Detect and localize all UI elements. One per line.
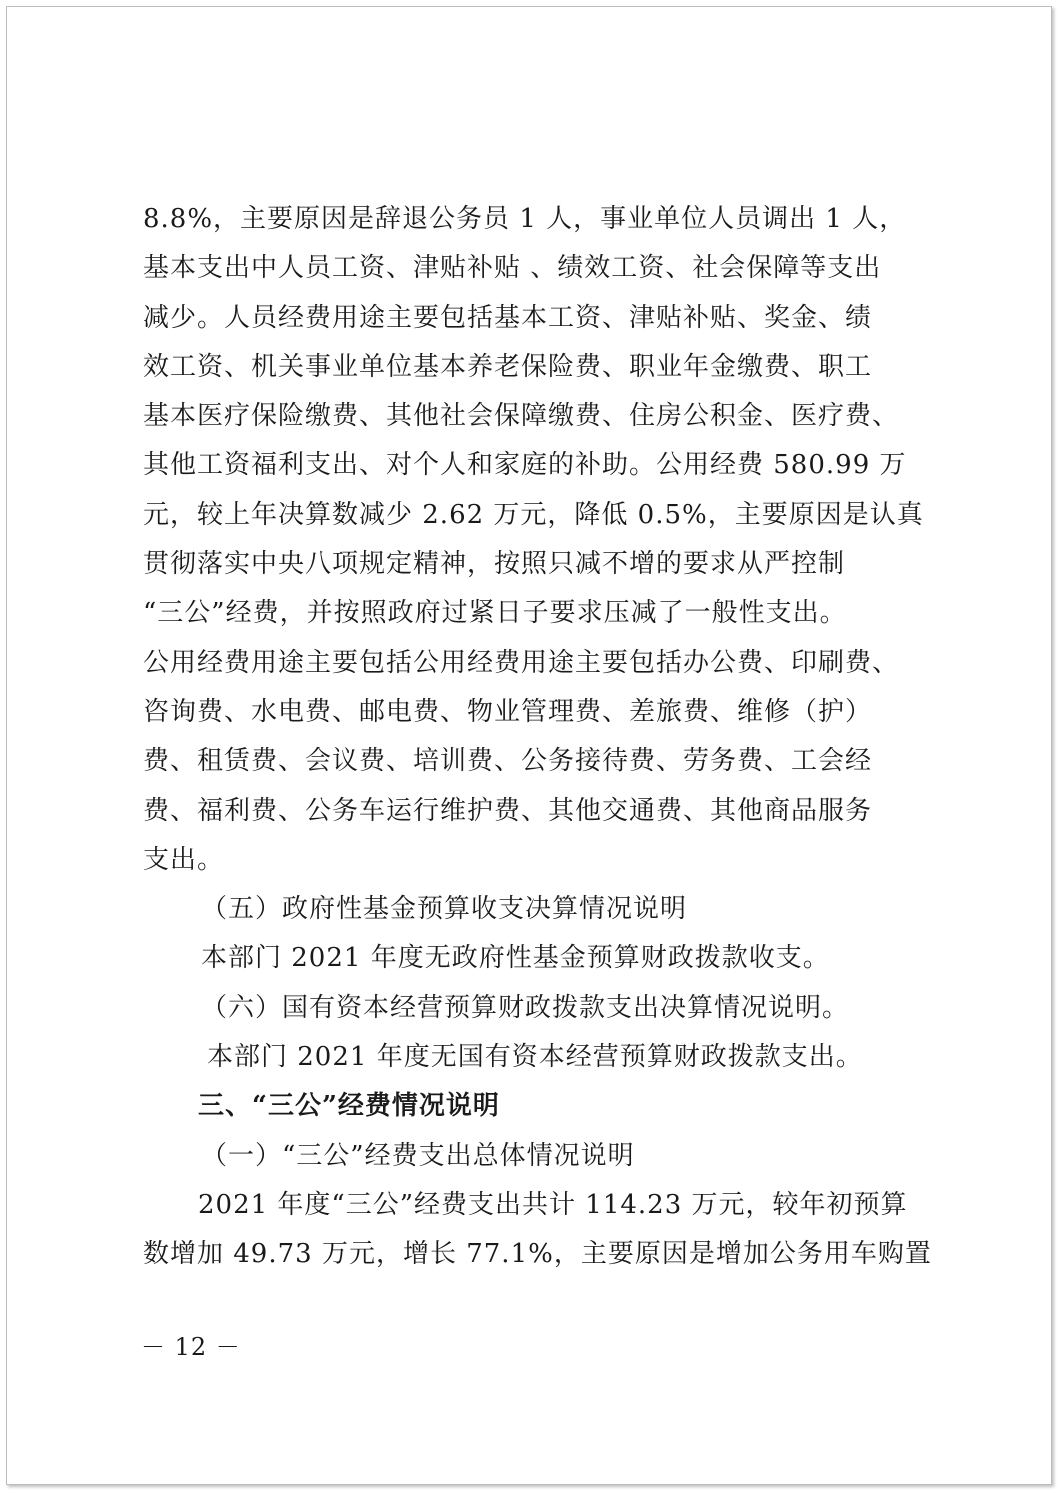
- paragraph-line: 费、租赁费、会议费、培训费、公务接待费、劳务费、工会经: [143, 746, 873, 777]
- paragraph-line: 其他工资福利支出、对个人和家庭的补助。公用经费 580.99 万: [143, 450, 907, 481]
- paragraph-line: 基本支出中人员工资、津贴补贴 、绩效工资、社会保障等支出: [143, 253, 882, 284]
- paragraph-line: 费、福利费、公务车运行维护费、其他交通费、其他商品服务: [143, 795, 873, 826]
- paragraph-line: 2021 年度“三公”经费支出共计 114.23 万元，较年初预算: [198, 1189, 908, 1220]
- section-5-text: 本部门 2021 年度无政府性基金预算财政拨款收支。: [201, 943, 830, 974]
- page-number: － 12 －: [141, 1333, 241, 1361]
- paragraph-line: 效工资、机关事业单位基本养老保险费、职业年金缴费、职工: [143, 351, 873, 382]
- paragraph-line: 咨询费、水电费、邮电费、物业管理费、差旅费、维修（护）: [143, 696, 873, 727]
- part-3-heading: 三、“三公”经费情况说明: [198, 1091, 500, 1122]
- part-3-sub-heading: （一）“三公”经费支出总体情况说明: [201, 1140, 635, 1171]
- paragraph-line: 减少。人员经费用途主要包括基本工资、津贴补贴、奖金、绩: [143, 302, 873, 333]
- paragraph-line: 贯彻落实中央八项规定精神，按照只减不增的要求从严控制: [143, 549, 846, 580]
- paragraph-line: “三公”经费，并按照政府过紧日子要求压减了一般性支出。: [143, 598, 847, 629]
- section-6-heading: （六）国有资本经营预算财政拨款支出决算情况说明。: [201, 992, 850, 1023]
- paragraph-line: 基本医疗保险缴费、其他社会保障缴费、住房公积金、医疗费、: [143, 401, 900, 432]
- section-5-heading: （五）政府性基金预算收支决算情况说明: [201, 894, 688, 925]
- paragraph-line: 数增加 49.73 万元，增长 77.1%，主要原因是增加公务用车购置: [143, 1239, 932, 1270]
- section-6-text: 本部门 2021 年度无国有资本经营预算财政拨款支出。: [207, 1042, 863, 1073]
- paragraph-line: 公用经费用途主要包括公用经费用途主要包括办公费、印刷费、: [143, 647, 900, 678]
- paragraph-line: 8.8%，主要原因是辞退公务员 1 人，事业单位人员调出 1 人，: [143, 204, 907, 234]
- document-body: [143, 195, 943, 1280]
- paragraph-line: 支出。: [143, 844, 225, 875]
- paragraph-line: 元，较上年决算数减少 2.62 万元，降低 0.5%，主要原因是认真: [143, 499, 924, 530]
